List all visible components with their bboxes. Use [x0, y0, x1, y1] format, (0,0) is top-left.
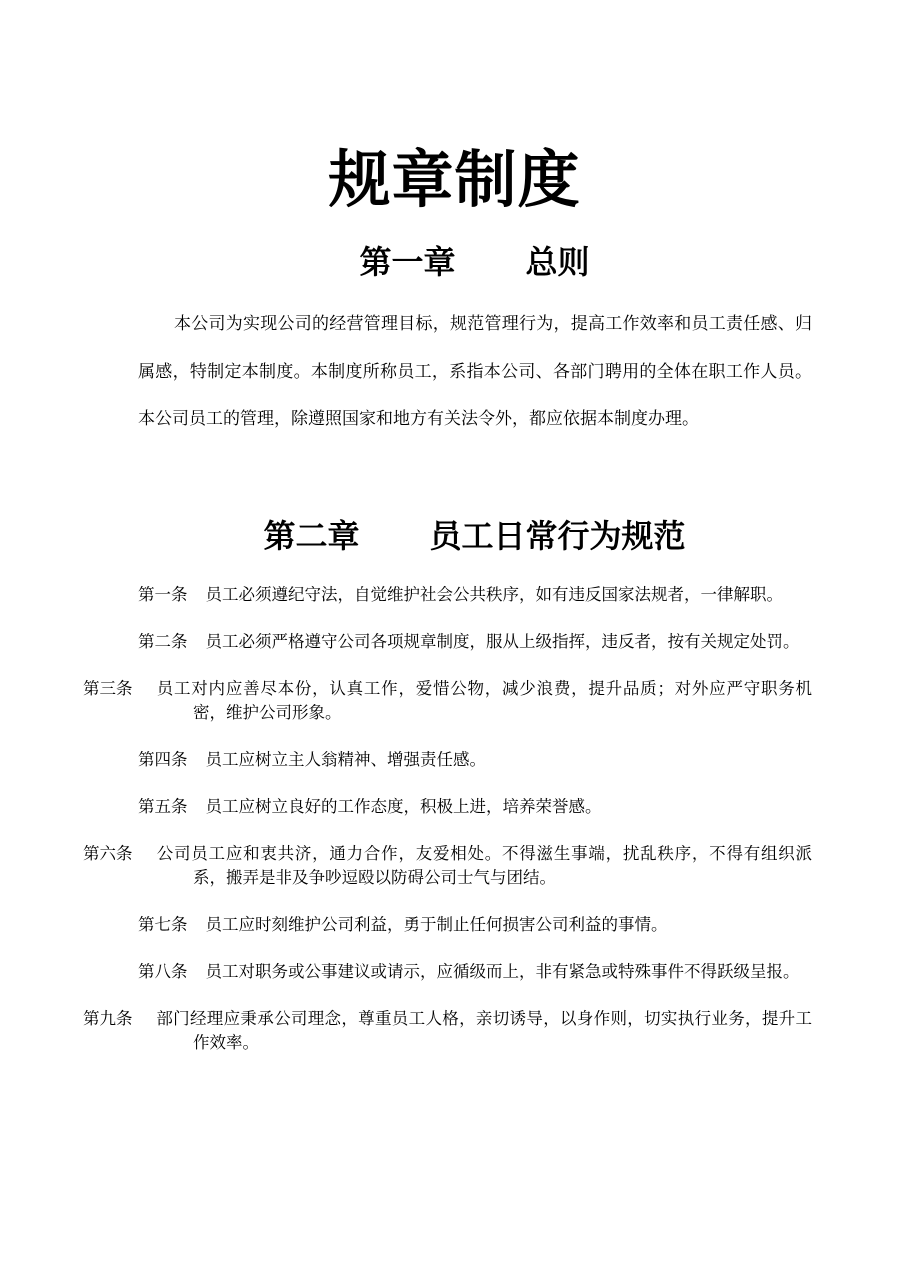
article-text: 员工必须严格遵守公司各项规章制度，服从上级指挥，违反者，按有关规定处罚。: [205, 632, 800, 651]
article-4: [138, 748, 812, 772]
article-8: [138, 960, 812, 984]
article-number: 第七条: [138, 915, 188, 934]
article-text: 员工应树立主人翁精神、增强责任感。: [205, 750, 486, 769]
chapter-2-name: 员工日常行为规范: [429, 517, 686, 555]
document-title: 规章制度: [328, 143, 581, 216]
chapter-2-number: 第二章: [263, 517, 360, 555]
article-7: [138, 913, 812, 937]
chapter-1-paragraph: 本公司为实现公司的经营管理目标，规范管理行为，提高工作效率和员工责任感、归属感，特制定本制度。本制度所称员工，系指本公司、各部门聘用的全体在职工作人员。本公司员工的管理，除遵照国家和地方有关法令外，都应依据本制度办理。: [138, 314, 812, 429]
article-3: 第三条 员工对内应善尽本份，认真工作，爱惜公物，减少浪费，提升品质；对外应严守职务机密，维护公司形象。: [83, 679, 812, 722]
article-6: 第六条 公司员工应和衷共济，通力合作，友爱相处。不得滋生事端，扰乱秩序，不得有组织派系，搬弄是非及争吵逗殴以防碍公司士气与团结。: [83, 844, 812, 887]
article-text: 公司员工应和衷共济，通力合作，友爱相处。不得滋生事端，扰乱秩序，不得有组织派系，搬弄是非及争吵逗殴以防碍公司士气与团结。: [156, 844, 812, 887]
article-5: [138, 795, 812, 819]
article-number: 第八条: [138, 962, 188, 981]
chapter-2-heading: [0, 514, 909, 558]
article-number: 第一条: [138, 585, 188, 604]
article-text: 员工应树立良好的工作态度，积极上进，培养荣誉感。: [205, 797, 602, 816]
article-1: [138, 583, 812, 607]
article-9: 第九条 部门经理应秉承公司理念，尊重员工人格，亲切诱导，以身作则，切实执行业务，提升工作效率。: [83, 1009, 812, 1052]
article-text: 员工必须遵纪守法，自觉维护社会公共秩序，如有违反国家法规者，一律解职。: [205, 585, 783, 604]
article-text: 部门经理应秉承公司理念，尊重员工人格，亲切诱导，以身作则，切实执行业务，提升工作效率。: [156, 1009, 812, 1052]
article-text: 员工应时刻维护公司利益，勇于制止任何损害公司利益的事情。: [205, 915, 668, 934]
article-list: [83, 583, 812, 1078]
article-text: 员工对职务或公事建议或请示，应循级而上，非有紧急或特殊事件不得跃级呈报。: [205, 962, 800, 981]
article-text: 员工对内应善尽本份，认真工作，爱惜公物，减少浪费，提升品质；对外应严守职务机密，维护公司形象。: [156, 679, 812, 722]
chapter-1-heading: [0, 240, 909, 284]
article-number: 第二条: [138, 632, 188, 651]
chapter-1-name: 总则: [525, 243, 590, 281]
article-number: 第五条: [138, 797, 188, 816]
article-2: [138, 630, 812, 654]
article-number: 第四条: [138, 750, 188, 769]
chapter-1-number: 第一章: [359, 243, 456, 281]
